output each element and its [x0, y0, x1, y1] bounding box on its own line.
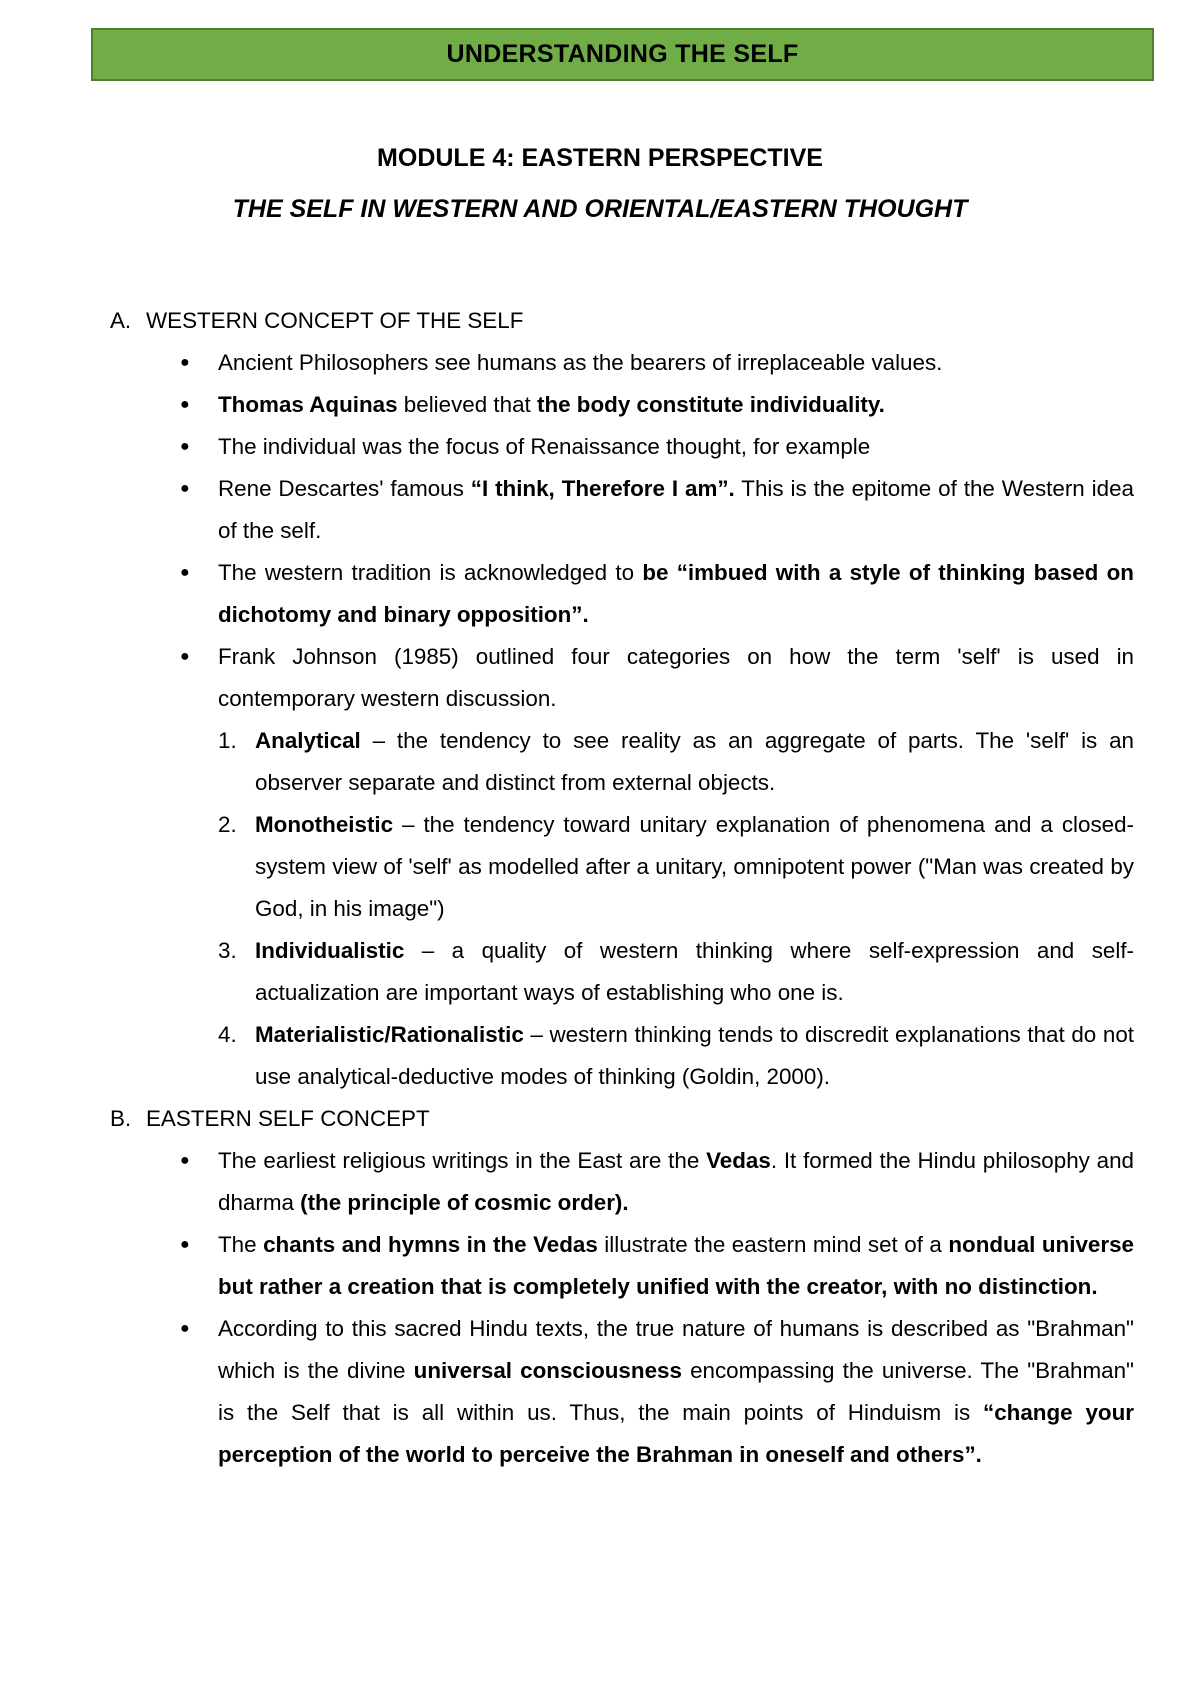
category-term: Analytical [255, 728, 361, 753]
section-title: EASTERN SELF CONCEPT [146, 1106, 430, 1131]
bullet-icon: ● [180, 648, 190, 665]
eastern-bullet-list [110, 1140, 1134, 1476]
section-title: WESTERN CONCEPT OF THE SELF [146, 308, 524, 333]
category-term: Individualistic [255, 938, 405, 963]
banner-title: UNDERSTANDING THE SELF [446, 40, 799, 68]
bullet-icon: ● [180, 1236, 190, 1253]
section-b-heading [110, 1098, 1134, 1140]
bullet-icon: ● [180, 438, 190, 455]
category-item: 3. Individualistic – a quality of western thinking where self-expression and self-actualization are important ways of establishing who one is. [218, 938, 1134, 1005]
list-item: ● According to this sacred Hindu texts, the true nature of humans is described as "Brahman" which is the divine universal consciousness encompassing the universe. The "Brahman" is the Self that is all within us. Thus, the main points of Hinduism is “change your perception of the world to perceive the Brahman in oneself and others”. [218, 1308, 1134, 1476]
bullet-icon: ● [180, 354, 190, 371]
category-item: 4. Materialistic/Rationalistic – western thinking tends to discredit explanations that do not use analytical-deductive modes of thinking (Goldin, 2000). [218, 1022, 1134, 1089]
list-item: ● Thomas Aquinas believed that the body constitute individuality. [218, 384, 1134, 426]
bullet-icon: ● [180, 1320, 190, 1337]
category-item: 1. Analytical – the tendency to see reality as an aggregate of parts. The 'self' is an observer separate and distinct from external objects. [218, 728, 1134, 795]
western-bullet-list [110, 342, 1134, 720]
category-term: Materialistic/Rationalistic [255, 1022, 524, 1047]
category-item: 2. Monotheistic – the tendency toward unitary explanation of phenomena and a closed-system view of 'self' as modelled after a unitary, omnipotent power ("Man was created by God, in his image") [218, 812, 1134, 921]
list-item: ● The earliest religious writings in the East are the Vedas. It formed the Hindu philosophy and dharma (the principle of cosmic order). [218, 1140, 1134, 1224]
list-item: ● Rene Descartes' famous “I think, Therefore I am”. This is the epitome of the Western idea of the self. [218, 468, 1134, 552]
section-marker: B. [110, 1106, 132, 1131]
bullet-icon: ● [180, 1152, 190, 1169]
header-banner [91, 28, 1154, 81]
bullet-icon: ● [180, 396, 190, 413]
section-a-heading [110, 300, 1134, 342]
list-item: ● Ancient Philosophers see humans as the bearers of irreplaceable values. [218, 342, 1134, 384]
bullet-icon: ● [180, 564, 190, 581]
list-item: ● Frank Johnson (1985) outlined four categories on how the term 'self' is used in contemporary western discussion. [218, 636, 1134, 720]
section-marker: A. [110, 308, 132, 333]
list-item: ● The chants and hymns in the Vedas illustrate the eastern mind set of a nondual universe but rather a creation that is completely unified with the creator, with no distinction. [218, 1224, 1134, 1308]
document-body [110, 300, 1134, 1476]
module-title: MODULE 4: EASTERN PERSPECTIVE [377, 144, 823, 172]
list-item: ● The individual was the focus of Renaissance thought, for example [218, 426, 1134, 468]
johnson-categories-list [110, 720, 1134, 1098]
category-term: Monotheistic [255, 812, 394, 837]
module-subtitle: THE SELF IN WESTERN AND ORIENTAL/EASTERN THOUGHT [232, 195, 968, 223]
bullet-icon: ● [180, 480, 190, 497]
list-item: ● The western tradition is acknowledged to be “imbued with a style of thinking based on dichotomy and binary opposition”. [218, 552, 1134, 636]
